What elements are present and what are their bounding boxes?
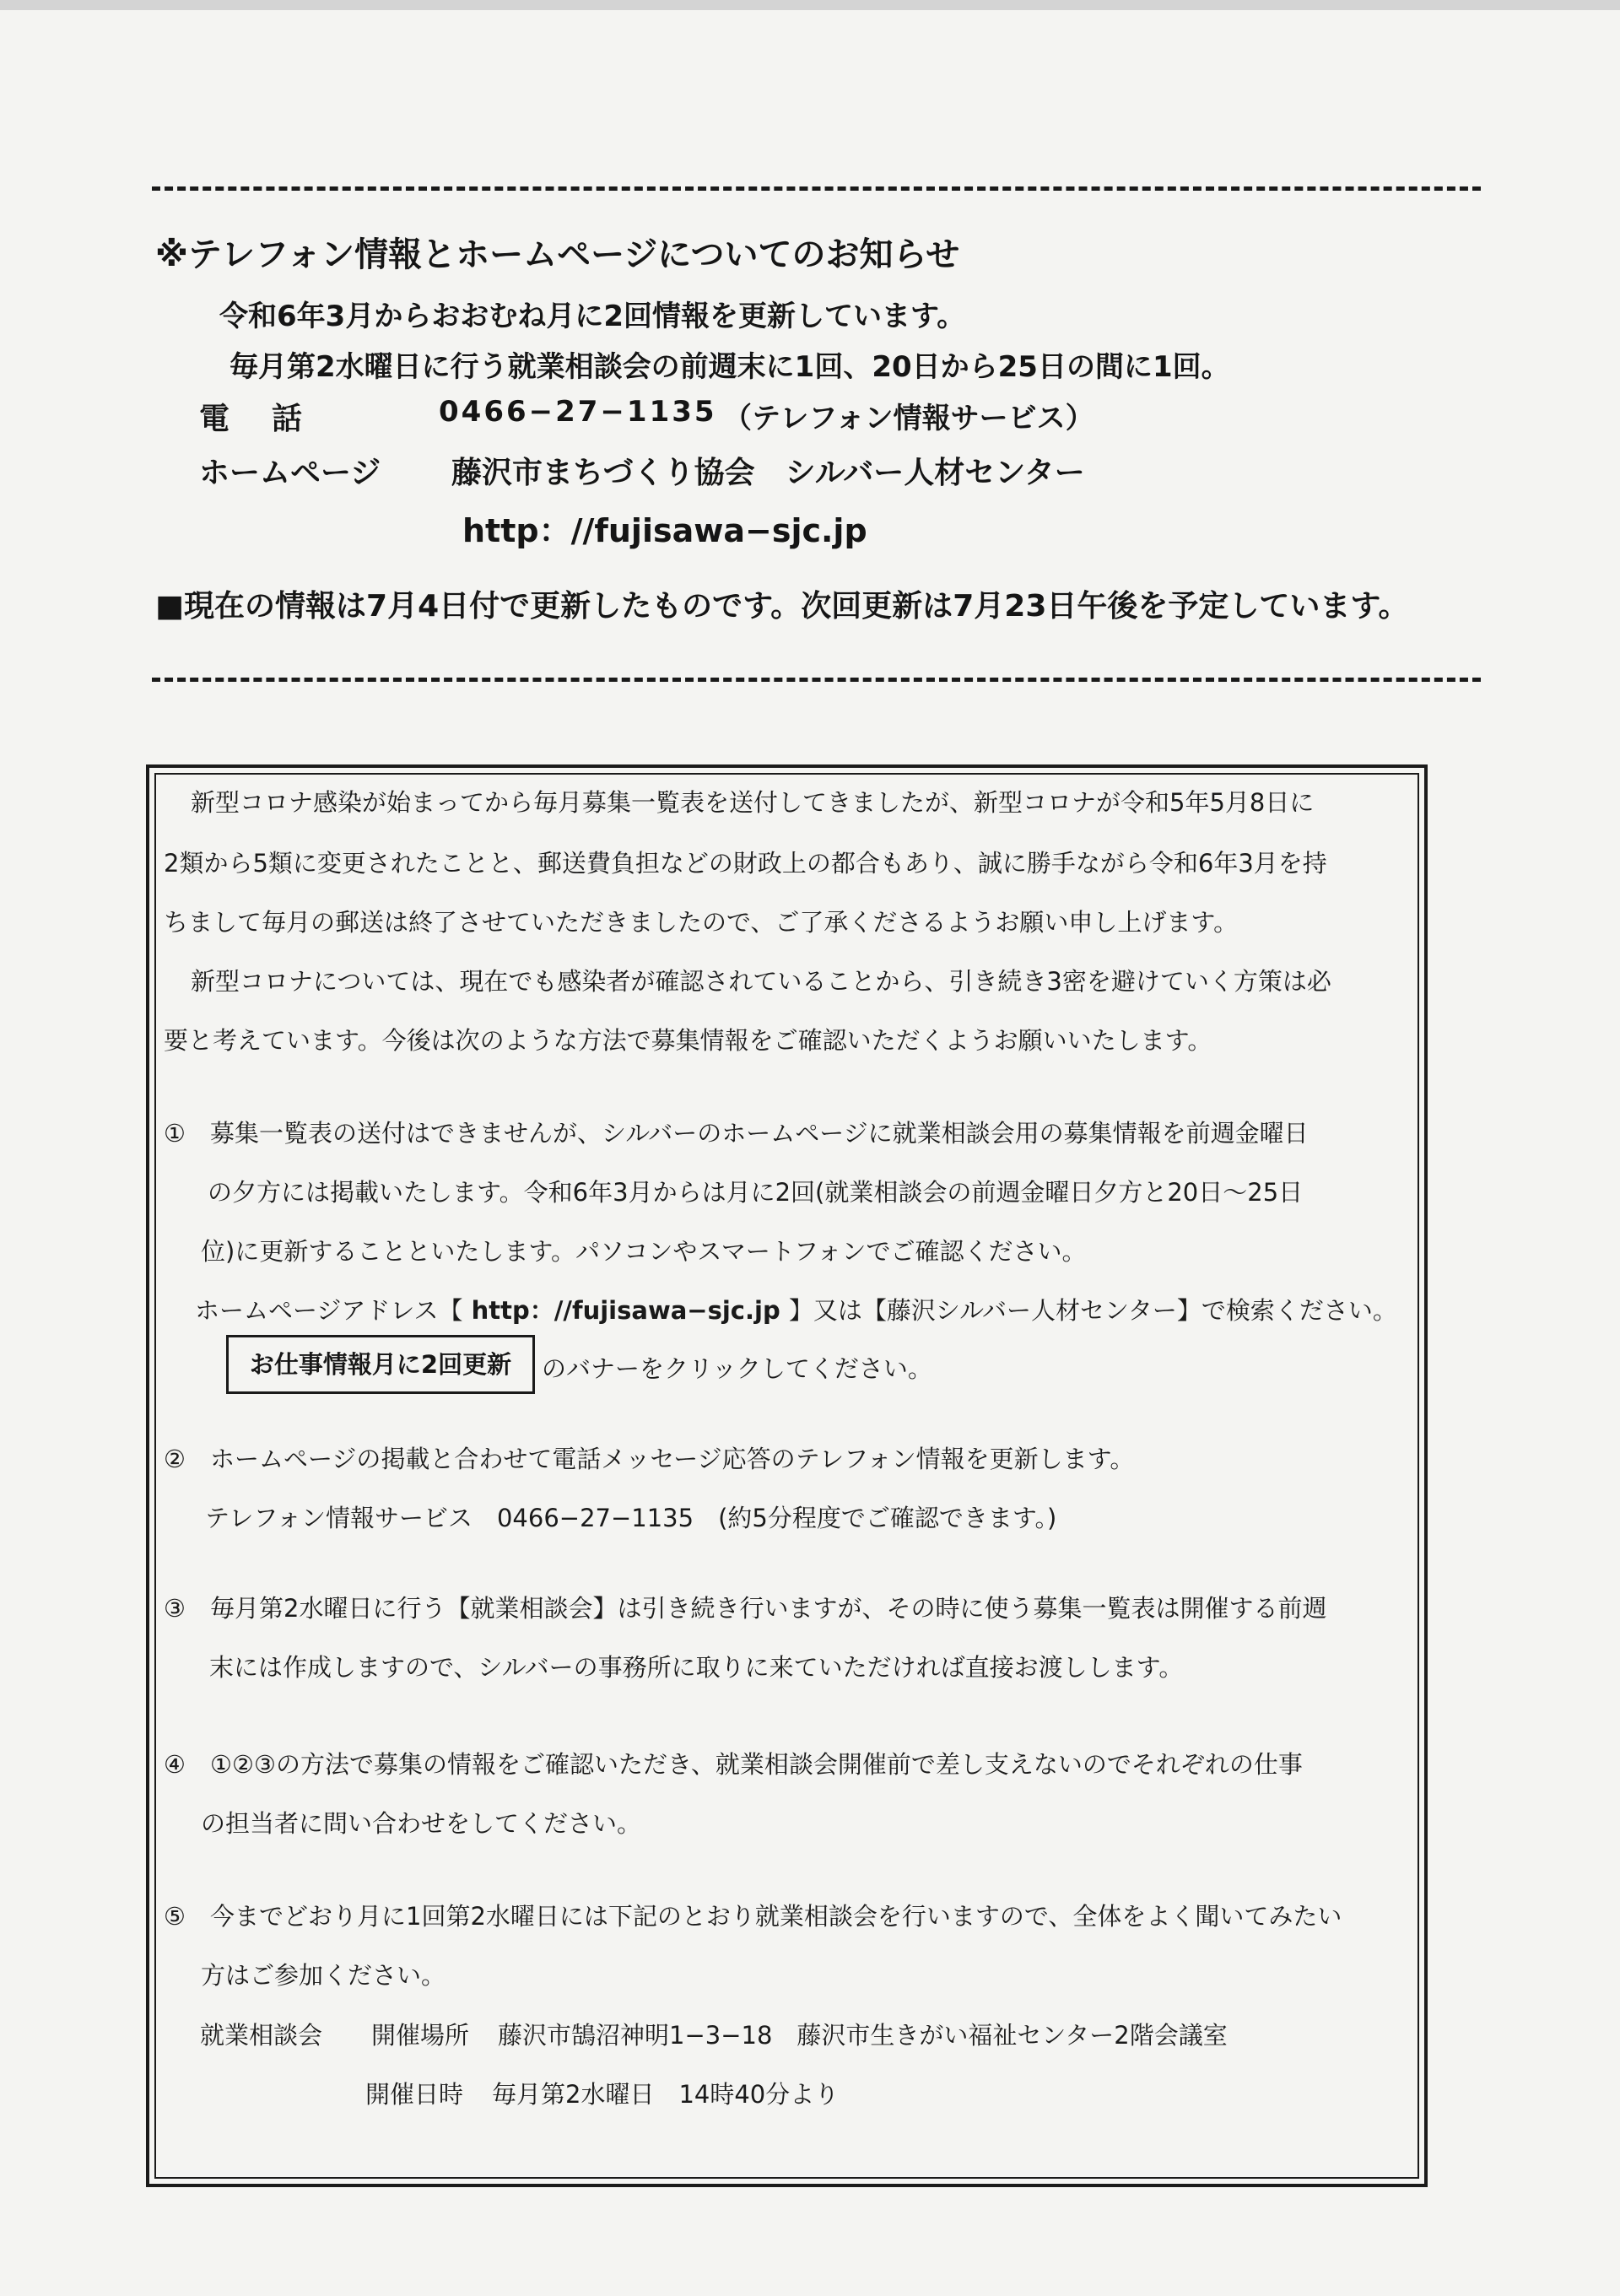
item-5-line: ⑤ 今までどおり月に1回第2水曜日には下記のとおり就業相談会を行いますので、全体をよく聞いてみたい <box>164 1902 1342 1931</box>
intro-line: 2類から5類に変更されたことと、郵送費負担などの財政上の都合もあり、誠に勝手ながら令和6年3月を持 <box>164 849 1327 878</box>
telephone-label: 電話 <box>199 402 345 436</box>
item-4-line: の担当者に問い合わせをしてください。 <box>201 1809 642 1838</box>
homepage-organization: 藤沢市まちづくり協会 シルバー人材センター <box>451 456 1085 490</box>
notice-update-schedule: 毎月第2水曜日に行う就業相談会の前週末に1回、20日から25日の間に1回。 <box>230 350 1230 384</box>
item-5-line: 方はご参加ください。 <box>201 1961 446 1990</box>
dashed-divider-bottom <box>152 678 1481 682</box>
meeting-place: 藤沢市鵠沼神明1−3−18 藤沢市生きがい福祉センター2階会議室 <box>498 2021 1228 2050</box>
homepage-label: ホームページ <box>199 456 381 490</box>
meeting-date-label: 開催日時 <box>365 2080 464 2109</box>
scan-edge <box>0 0 1620 10</box>
item-3-line: ③ 毎月第2水曜日に行う【就業相談会】は引き続き行いますが、その時に使う募集一覧表は開催する前週 <box>164 1594 1327 1623</box>
intro-line: 要と考えています。今後は次のような方法で募集情報をご確認いただくようお願いいたします。 <box>164 1026 1212 1055</box>
item-1-line: 位)に更新することといたします。パソコンやスマートフォンでご確認ください。 <box>201 1237 1087 1266</box>
address-url: http：//fujisawa−sjc.jp <box>462 1296 789 1325</box>
telephone-service-note: （テレフォン情報サービス） <box>723 402 1094 435</box>
address-prefix: ホームページアドレス【 <box>195 1296 463 1325</box>
notice-update-frequency: 令和6年3月からおおむね月に2回情報を更新しています。 <box>219 300 966 333</box>
homepage-url: http：//fujisawa−sjc.jp <box>462 512 867 549</box>
intro-line: 新型コロナ感染が始まってから毎月募集一覧表を送付してきましたが、新型コロナが令和5年5月8日に <box>191 788 1315 817</box>
dashed-divider-top <box>152 186 1481 191</box>
job-info-banner-label: お仕事情報月に2回更新 <box>226 1335 535 1394</box>
banner-instruction: のバナーをクリックしてください。 <box>542 1354 932 1383</box>
current-update-status: ■現在の情報は7月4日付で更新したものです。次回更新は7月23日午後を予定しています。 <box>155 589 1409 624</box>
meeting-place-label: 開催場所 <box>371 2021 470 2050</box>
telephone-number: 0466−27−1135 <box>439 395 717 429</box>
item-1-homepage-address <box>195 1292 1397 1326</box>
intro-line: ちまして毎月の郵送は終了させていただきましたので、ご了承くださるようお願い申し上げます。 <box>164 908 1239 937</box>
item-2-line: テレフォン情報サービス 0466−27−1135 (約5分程度でご確認できます。) <box>205 1504 1057 1532</box>
item-1-line: ① 募集一覧表の送付はできませんが、シルバーのホームページに就業相談会用の募集情報を前週金曜日 <box>164 1119 1309 1148</box>
notice-title: ※テレフォン情報とホームページについてのお知らせ <box>155 235 960 274</box>
meeting-date: 毎月第2水曜日 14時40分より <box>492 2080 840 2109</box>
item-1-line: の夕方には掲載いたします。令和6年3月からは月に2回(就業相談会の前週金曜日夕方と20日～25日 <box>208 1178 1304 1207</box>
intro-line: 新型コロナについては、現在でも感染者が確認されていることから、引き続き3密を避けていく方策は必 <box>191 967 1331 996</box>
item-4-line: ④ ①②③の方法で募集の情報をご確認いただき、就業相談会開催前で差し支えないのでそれぞれの仕事 <box>164 1750 1303 1779</box>
meeting-label: 就業相談会 <box>200 2021 323 2050</box>
address-suffix: 】又は【藤沢シルバー人材センター】で検索ください。 <box>788 1296 1397 1325</box>
item-3-line: 末には作成しますので、シルバーの事務所に取りに来ていただければ直接お渡しします。 <box>209 1653 1184 1682</box>
item-2-line: ② ホームページの掲載と合わせて電話メッセージ応答のテレフォン情報を更新します。 <box>164 1445 1135 1473</box>
